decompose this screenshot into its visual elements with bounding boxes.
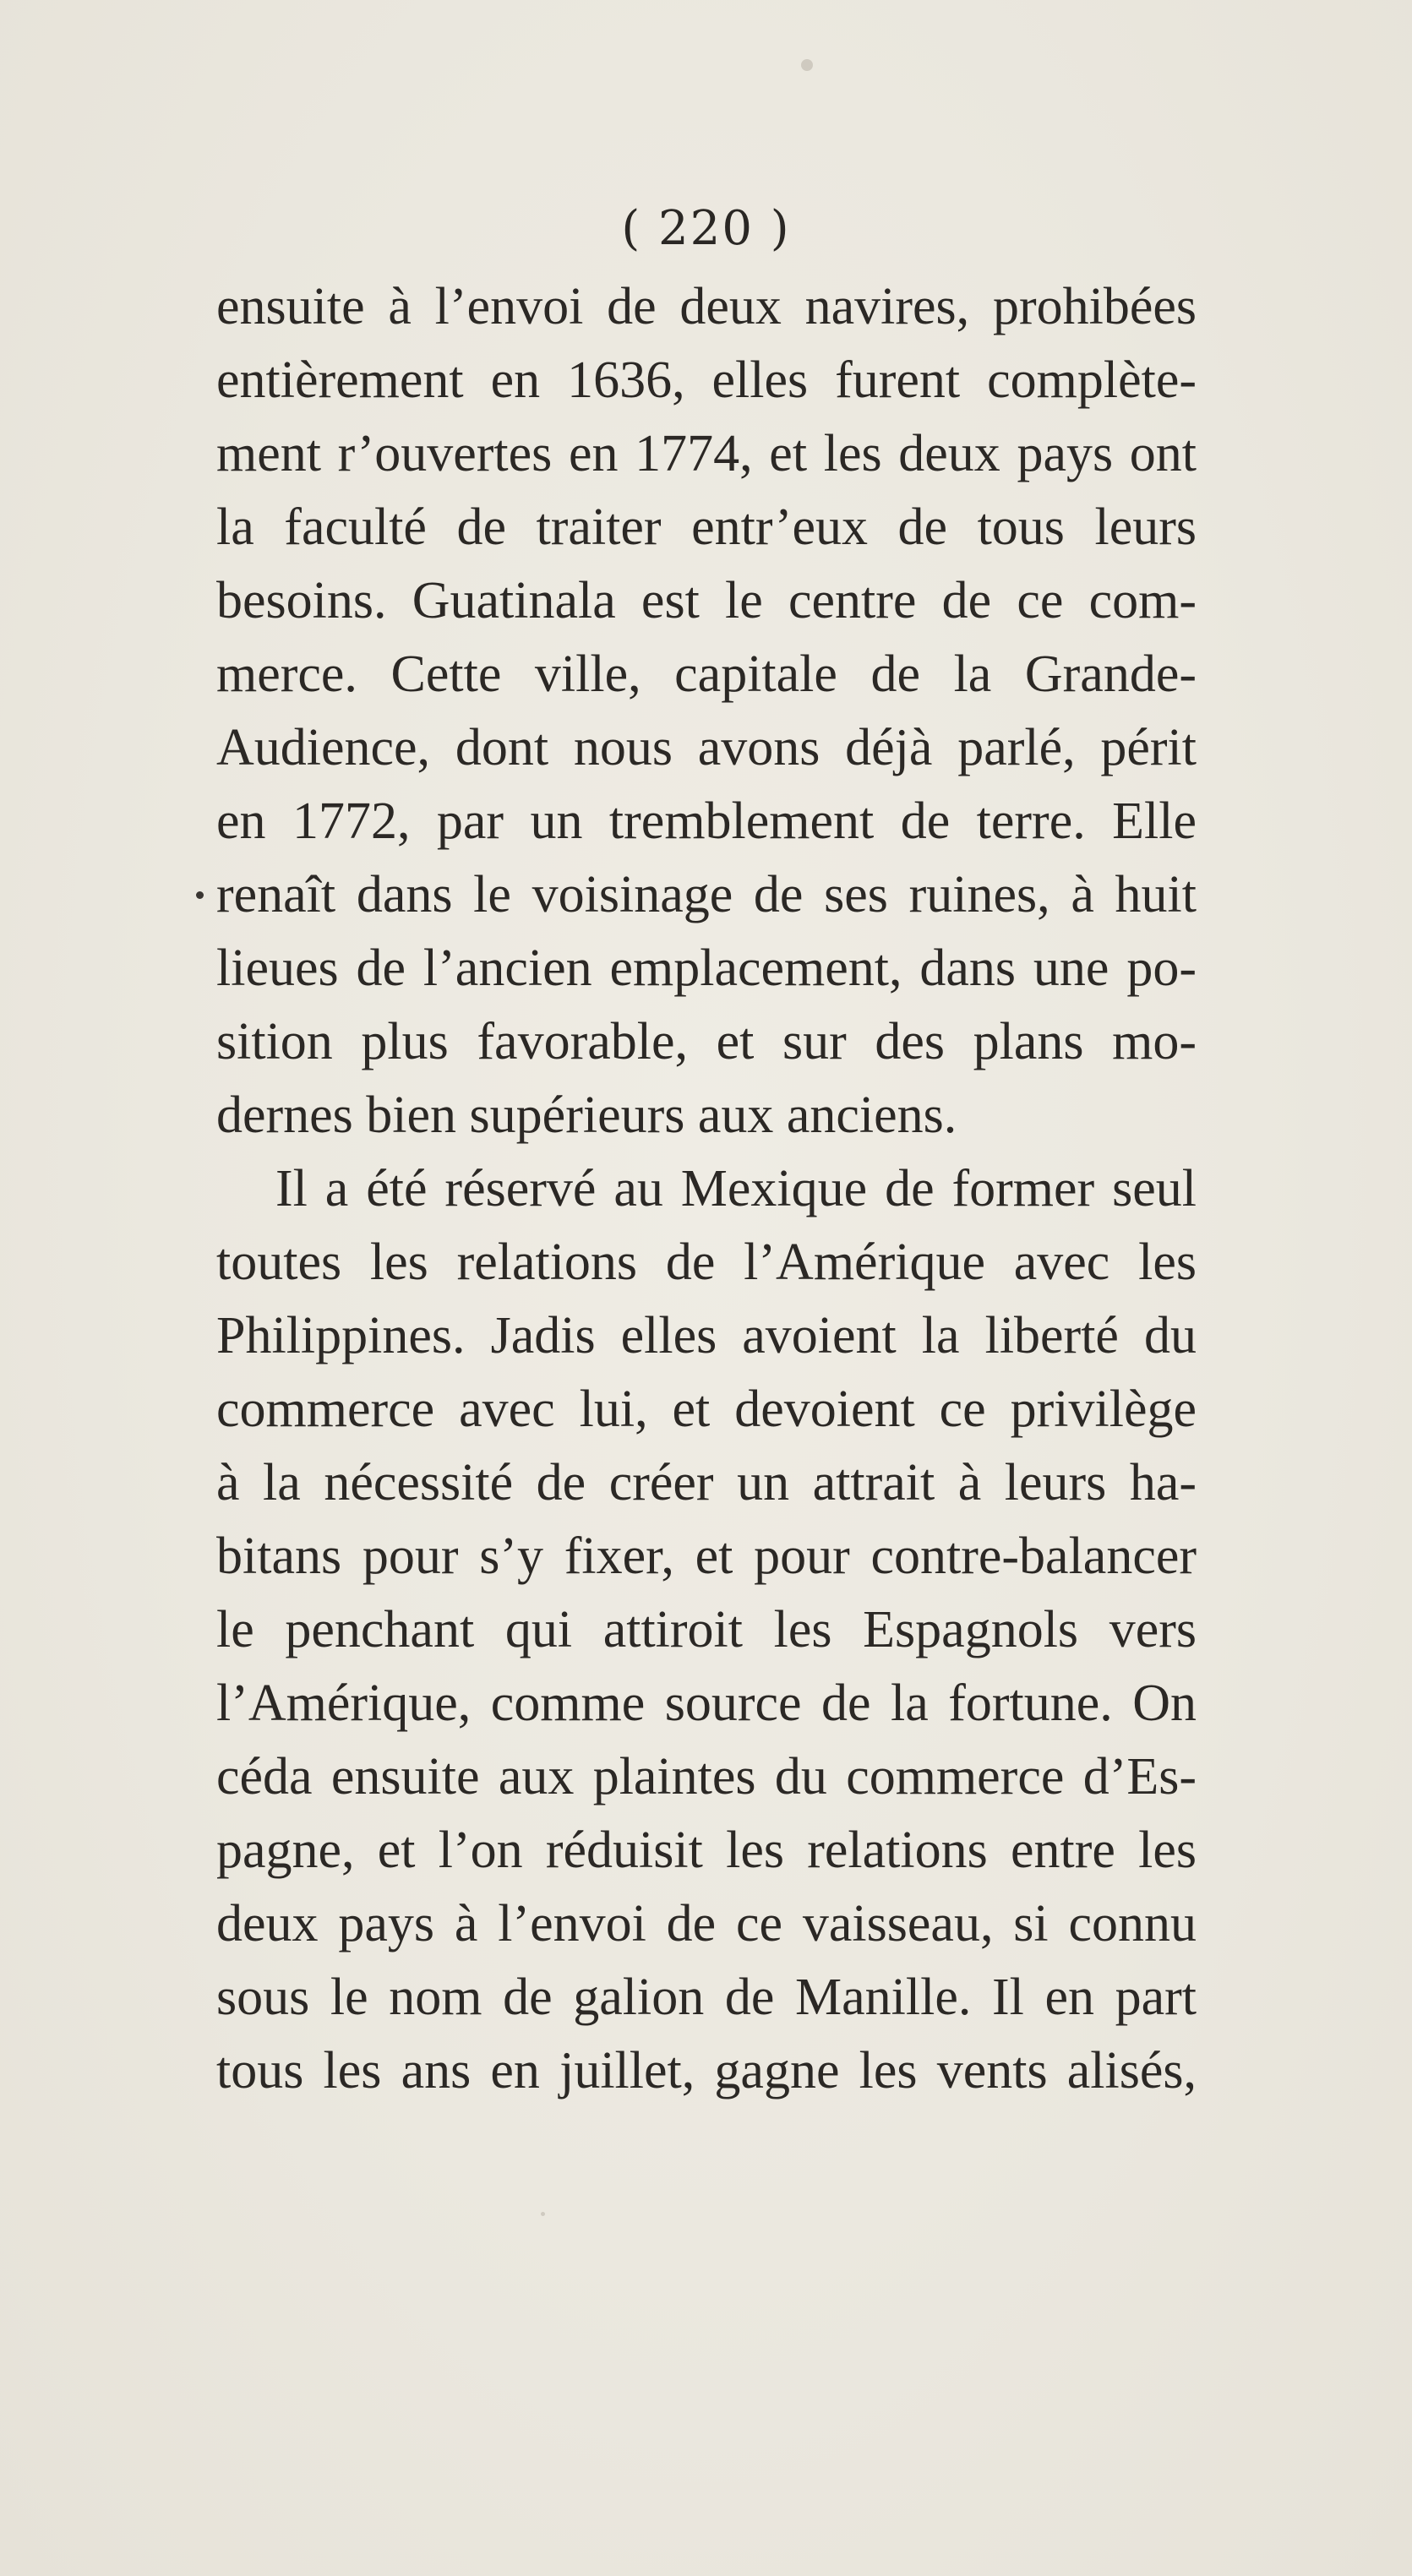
text-line: entièrement en 1636, elles furent complète- — [216, 351, 1197, 409]
text-line: sition plus favorable, et sur des plans mo- — [216, 1013, 1197, 1070]
margin-mark — [196, 891, 204, 899]
text-line: renaît dans le voisinage de ses ruines, à huit — [216, 866, 1197, 923]
text-line: commerce avec lui, et devoient ce privilège — [216, 1381, 1197, 1438]
text-line: merce. Cette ville, capitale de la Grande- — [216, 645, 1197, 703]
text-line: dernes bien supérieurs aux anciens. — [216, 1086, 957, 1144]
text-line: ment r’ouvertes en 1774, et les deux pays ont — [216, 425, 1197, 482]
text-line: deux pays à l’envoi de ce vaisseau, si connu — [216, 1895, 1197, 1952]
text-line: pagne, et l’on réduisit les relations entre les — [216, 1822, 1197, 1879]
text-line: lieues de l’ancien emplacement, dans une po- — [216, 939, 1197, 997]
text-line: céda ensuite aux plaintes du commerce d’Es- — [216, 1748, 1197, 1805]
text-line: Philippines. Jadis elles avoient la liberté du — [216, 1307, 1197, 1364]
text-line: en 1772, par un tremblement de terre. Elle — [216, 792, 1197, 850]
text-line: la faculté de traiter entr’eux de tous leurs — [216, 498, 1197, 556]
text-line: à la nécessité de créer un attrait à leurs ha- — [216, 1454, 1197, 1511]
text-line: sous le nom de galion de Manille. Il en part — [216, 1969, 1197, 2026]
paper-speck — [801, 59, 813, 71]
text-line: le penchant qui attiroit les Espagnols vers — [216, 1601, 1197, 1658]
page-number: ( 220 ) — [621, 201, 791, 256]
text-line: Audience, dont nous avons déjà parlé, périt — [216, 719, 1197, 776]
text-line: ensuite à l’envoi de deux navires, prohibées — [216, 278, 1197, 335]
text-line: toutes les relations de l’Amérique avec les — [216, 1234, 1197, 1291]
text-line: besoins. Guatinala est le centre de ce com- — [216, 572, 1197, 629]
paper-speck — [541, 2212, 545, 2216]
body-text — [216, 270, 1197, 2108]
text-line: tous les ans en juillet, gagne les vents alisés, — [216, 2042, 1197, 2099]
text-line: bitans pour s’y fixer, et pour contre-balancer — [216, 1528, 1197, 1585]
text-line: Il a été réservé au Mexique de former seul — [275, 1160, 1197, 1217]
text-line: l’Amérique, comme source de la fortune. On — [216, 1675, 1197, 1732]
